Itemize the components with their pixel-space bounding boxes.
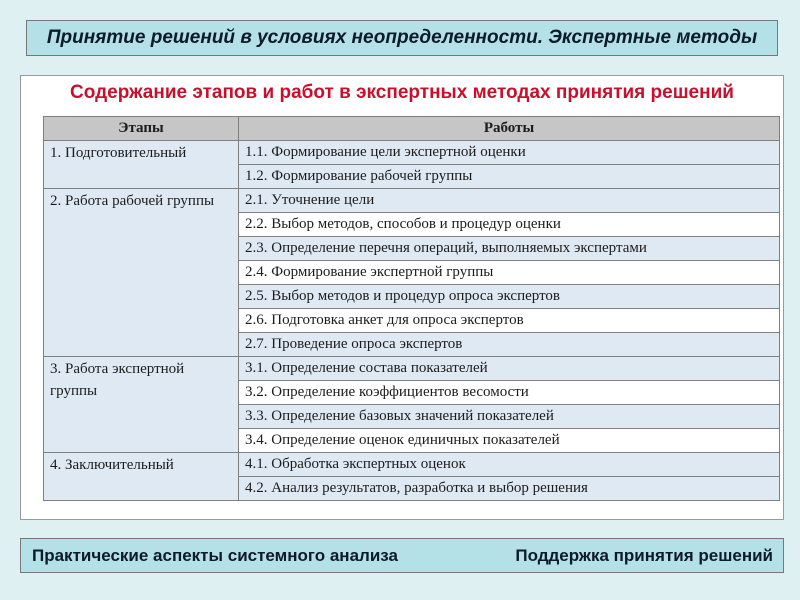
column-header-stages: Этапы (44, 117, 239, 141)
work-cell: 3.3. Определение базовых значений показателей (239, 405, 780, 429)
table-row (44, 453, 780, 477)
panel-title: Содержание этапов и работ в экспертных методах принятия решений (70, 82, 734, 103)
work-cell: 2.3. Определение перечня операций, выполняемых экспертами (239, 237, 780, 261)
work-cell: 2.6. Подготовка анкет для опроса экспертов (239, 309, 780, 333)
stage-cell: 1. Подготовительный (44, 141, 239, 189)
footer-bar (20, 538, 784, 573)
stage-cell: 4. Заключительный (44, 453, 239, 501)
table-row (44, 189, 780, 213)
footer-course-title: Практические аспекты системного анализа (32, 546, 398, 565)
work-cell: 1.1. Формирование цели экспертной оценки (239, 141, 780, 165)
work-cell: 3.2. Определение коэффициентов весомости (239, 381, 780, 405)
work-cell: 2.1. Уточнение цели (239, 189, 780, 213)
slide-title: Принятие решений в условиях неопределенности. Экспертные методы (26, 20, 778, 56)
work-cell: 4.2. Анализ результатов, разработка и выбор решения (239, 477, 780, 501)
work-cell: 2.7. Проведение опроса экспертов (239, 333, 780, 357)
work-cell: 2.5. Выбор методов и процедур опроса экспертов (239, 285, 780, 309)
work-cell: 3.1. Определение состава показателей (239, 357, 780, 381)
column-header-works: Работы (239, 117, 780, 141)
stages-table (43, 116, 780, 501)
content-panel (20, 75, 784, 520)
table-header-row (44, 117, 780, 141)
table-row (44, 141, 780, 165)
work-cell: 4.1. Обработка экспертных оценок (239, 453, 780, 477)
work-cell: 2.4. Формирование экспертной группы (239, 261, 780, 285)
footer-topic: Поддержка принятия решений (515, 546, 773, 565)
work-cell: 1.2. Формирование рабочей группы (239, 165, 780, 189)
table-row (44, 357, 780, 381)
stage-cell: 3. Работа экспертной группы (44, 357, 239, 453)
work-cell: 3.4. Определение оценок единичных показателей (239, 429, 780, 453)
work-cell: 2.2. Выбор методов, способов и процедур оценки (239, 213, 780, 237)
stage-cell: 2. Работа рабочей группы (44, 189, 239, 357)
